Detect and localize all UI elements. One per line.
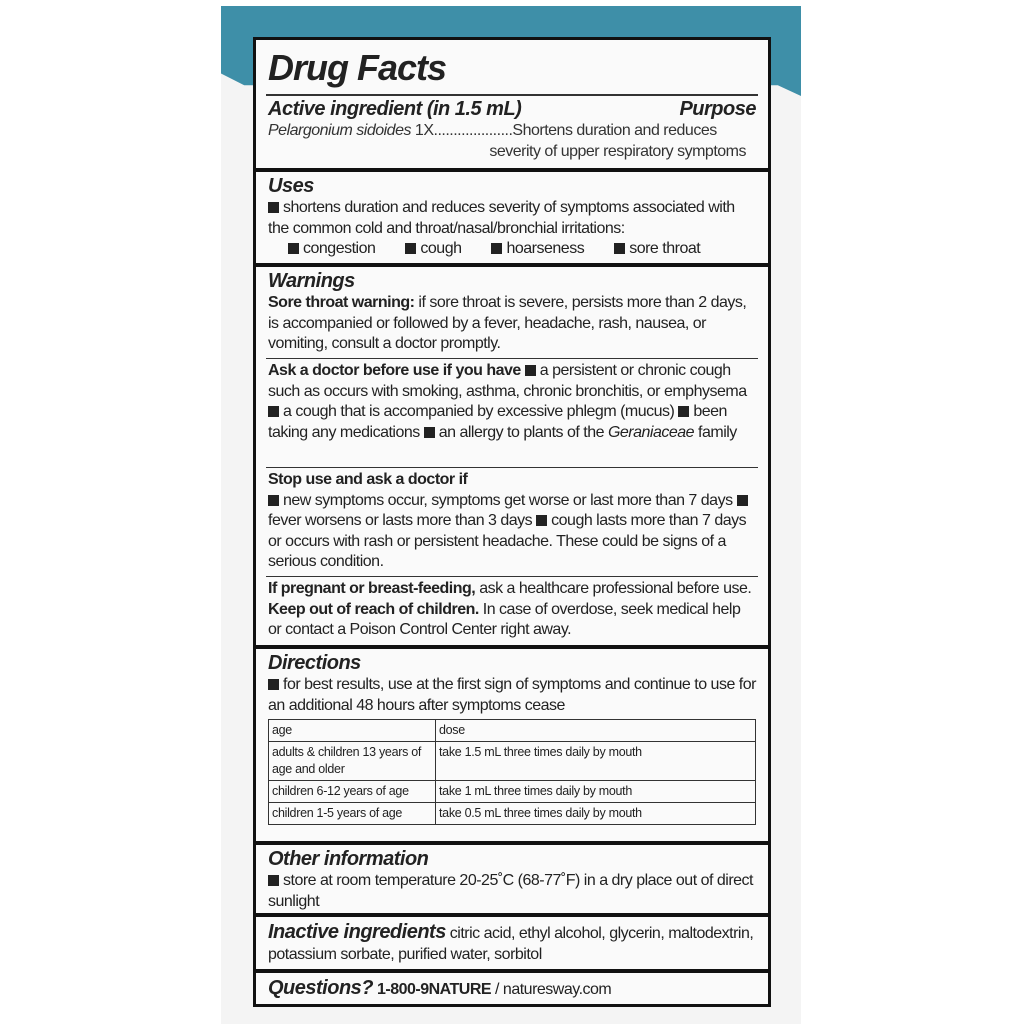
phone-number: 1-800-9NATURE <box>373 981 492 998</box>
table-row: children 6-12 years of age take 1 mL three times daily by mouth <box>269 781 756 803</box>
inactive-text: citric acid, ethyl alcohol, glycerin, maltodextrin, potassium sorbate, purified water, sorbitol <box>268 925 754 963</box>
divider <box>256 841 768 845</box>
purpose-line: severity of upper respiratory symptoms <box>489 142 746 160</box>
divider <box>256 645 768 649</box>
questions-section <box>256 976 768 1001</box>
purpose-heading: Purpose <box>679 98 756 120</box>
divider <box>256 168 768 172</box>
use-item: congestion <box>288 239 375 260</box>
table-row: children 1-5 years of age take 0.5 mL three times daily by mouth <box>269 803 756 825</box>
bullet-icon <box>614 243 625 254</box>
use-item: hoarseness <box>491 239 584 260</box>
divider <box>266 358 758 359</box>
questions-heading: Questions? <box>268 977 374 999</box>
sore-throat-warning: Sore throat warning: if sore throat is severe, persists more than 2 days, is accompanied or followed by a fever, headache, rash, nausea, or vomiting, consult a doctor promptly. <box>268 294 747 352</box>
uses-section <box>256 174 768 260</box>
table-row: age dose <box>269 720 756 742</box>
inactive-heading: Inactive ingredients <box>268 921 446 943</box>
title-section <box>256 46 768 90</box>
bullet-icon <box>405 243 416 254</box>
other-information-section <box>256 847 768 912</box>
divider <box>266 576 758 577</box>
page-title: Drug Facts <box>268 47 447 88</box>
active-heading: Active ingredient (in 1.5 mL) <box>268 98 522 120</box>
table-row: adults & children 13 years of age and older take 1.5 mL three times daily by mouth <box>269 742 756 781</box>
directions-text: for best results, use at the first sign of symptoms and continue to use for an additional 48 hours after symptoms cease <box>268 676 756 714</box>
stop-use-warning: Stop use and ask a doctor if new symptoms occur, symptoms get worse or last more than 7 days fever worsens or lasts more than 3 days cough lasts more than 7 days or occurs with rash or persistent headache. These could be signs of a serious condition. <box>268 471 747 570</box>
bullet-icon <box>288 243 299 254</box>
use-item: cough <box>405 239 461 260</box>
warnings-heading: Warnings <box>268 270 355 292</box>
other-text: store at room temperature 20-25˚C (68-77˚F) in a dry place out of direct sunlight <box>268 872 753 910</box>
potency: 1X <box>410 122 434 139</box>
website: / naturesway.com <box>491 981 612 998</box>
divider <box>256 913 768 917</box>
warnings-section <box>256 269 768 355</box>
bullet-icon <box>268 202 279 213</box>
divider <box>256 969 768 973</box>
pregnancy-warning: If pregnant or breast-feeding, ask a healthcare professional before use. Keep out of reach of children. In case of overdose, seek medical help or contact a Poison Control Center right away. <box>268 580 752 638</box>
uses-text: shortens duration and reduces severity of symptoms associated with the common cold and throat/nasal/bronchial irritations: <box>268 199 735 237</box>
inactive-ingredients-section <box>256 920 768 965</box>
bullet-icon <box>268 875 279 886</box>
dosage-table <box>268 719 756 825</box>
ask-doctor-warning: Ask a doctor before use if you have a persistent or chronic cough such as occurs with smoking, asthma, chronic bronchitis, or emphysema a cough that is accompanied by excessive phlegm (mucus) been taking any medications an allergy to plants of the Geraniaceae family <box>268 362 747 441</box>
uses-heading: Uses <box>268 175 314 197</box>
bullet-icon <box>491 243 502 254</box>
leader-dots: .................... <box>433 122 513 139</box>
purpose-line: Shortens duration and reduces <box>512 122 717 139</box>
directions-section <box>256 651 768 825</box>
other-heading: Other information <box>268 848 429 870</box>
ingredient-name: Pelargonium sidoides <box>268 122 411 139</box>
directions-heading: Directions <box>268 652 361 674</box>
divider <box>256 263 768 267</box>
divider <box>266 94 758 96</box>
divider <box>266 467 758 468</box>
use-item: sore throat <box>614 239 700 260</box>
drug-facts-box <box>253 37 771 1007</box>
active-ingredient-section <box>256 97 768 162</box>
bullet-icon <box>268 679 279 690</box>
